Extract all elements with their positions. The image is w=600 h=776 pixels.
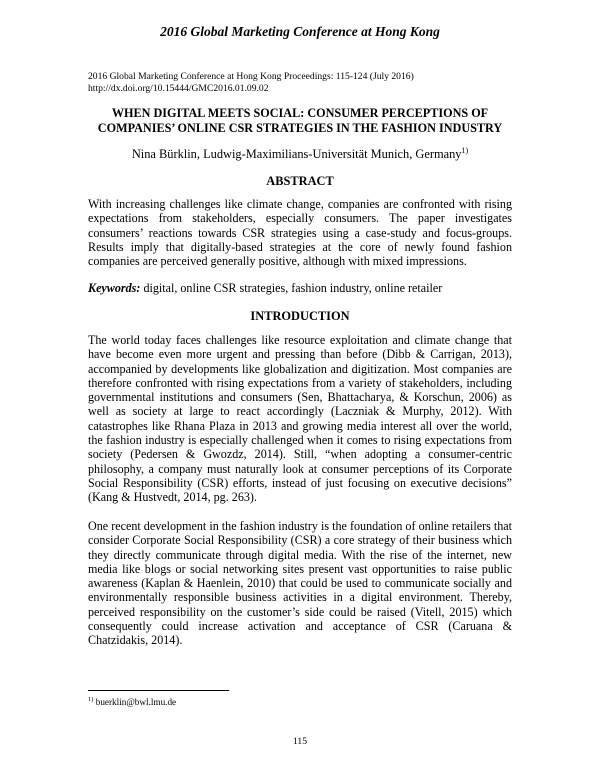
introduction-paragraph-2: One recent development in the fashion industry is the foundation of online retailers that consider Corporate Social Responsibility (CSR) a core strategy of their business which they directly communicate through digital media. With the rise of the internet, new media like blogs or social networking sites present vast opportunities to raise public awareness (Kaplan & Haenlein, 2010) that could be used to communicate socially and environmentally responsible business activities in a digital environment. Thereby, perceived responsibility on the customer’s side could be raised (Vitell, 2015) which consequently could increase activation and acceptance of CSR (Caruana & Chatzidakis, 2014). [88, 519, 512, 648]
footnote-email[interactable]: buerklin@bwl.lmu.de [95, 697, 177, 708]
footnote [88, 696, 176, 707]
doi-link[interactable]: http://dx.doi.org/10.15444/GMC2016.01.09.02 [88, 83, 269, 94]
abstract-heading: ABSTRACT [266, 174, 334, 188]
paper-title [88, 106, 512, 136]
author-line [0, 146, 600, 162]
author-footnote-mark: 1) [461, 146, 469, 155]
introduction-heading: INTRODUCTION [250, 309, 350, 323]
footnote-divider [88, 690, 229, 691]
page-number: 115 [292, 736, 308, 747]
footnote-mark: 1) [88, 696, 94, 703]
title-line-1: WHEN DIGITAL MEETS SOCIAL: CONSUMER PERCEPTIONS OF [111, 106, 489, 120]
proceedings-citation: 2016 Global Marketing Conference at Hong Kong Proceedings: 115-124 (July 2016) [88, 71, 414, 82]
conference-header: 2016 Global Marketing Conference at Hong Kong [160, 24, 440, 39]
keywords-label: Keywords: [88, 281, 141, 295]
title-line-2: COMPANIES’ ONLINE CSR STRATEGIES IN THE FASHION INDUSTRY [97, 121, 503, 135]
introduction-paragraph-1: The world today faces challenges like resource exploitation and climate change that have become even more urgent and pressing than before (Dibb & Carrigan, 2013), accompanied by developments like globalization and digitization. Most companies are therefore confronted with rising expectations from a variety of stakeholders, including governmental institutions and consumers (Sen, Bhattacharya, & Korschun, 2006) as well as society at large to react accordingly (Laczniak & Murphy, 2012). With catastrophes like Rhana Plaza in 2013 and growing media interest all over the world, the fashion industry is especially challenged when it comes to rising expectations from society (Pedersen & Gwozdz, 2014). Still, “when adopting a consumer-centric philosophy, a company must naturally look at consumer perceptions of its Corporate Social Responsibility (CSR) efforts, instead of just focusing on executive decisions” (Kang & Hustvedt, 2014, pg. 263). [88, 333, 512, 505]
author-text: Nina Bürklin, Ludwig-Maximilians-Universität Munich, Germany [131, 147, 462, 162]
keywords-line [88, 281, 442, 296]
proceedings-info [88, 71, 414, 95]
keywords-value: digital, online CSR strategies, fashion industry, online retailer [143, 281, 443, 295]
abstract-body: With increasing challenges like climate change, companies are confronted with rising expectations from stakeholders, especially consumers. The paper investigates consumers’ reactions towards CSR strategies using a case-study and focus-groups. Results imply that digitally-based strategies at the core of newly found fashion companies are perceived generally positive, although with mixed impressions. [88, 197, 512, 269]
